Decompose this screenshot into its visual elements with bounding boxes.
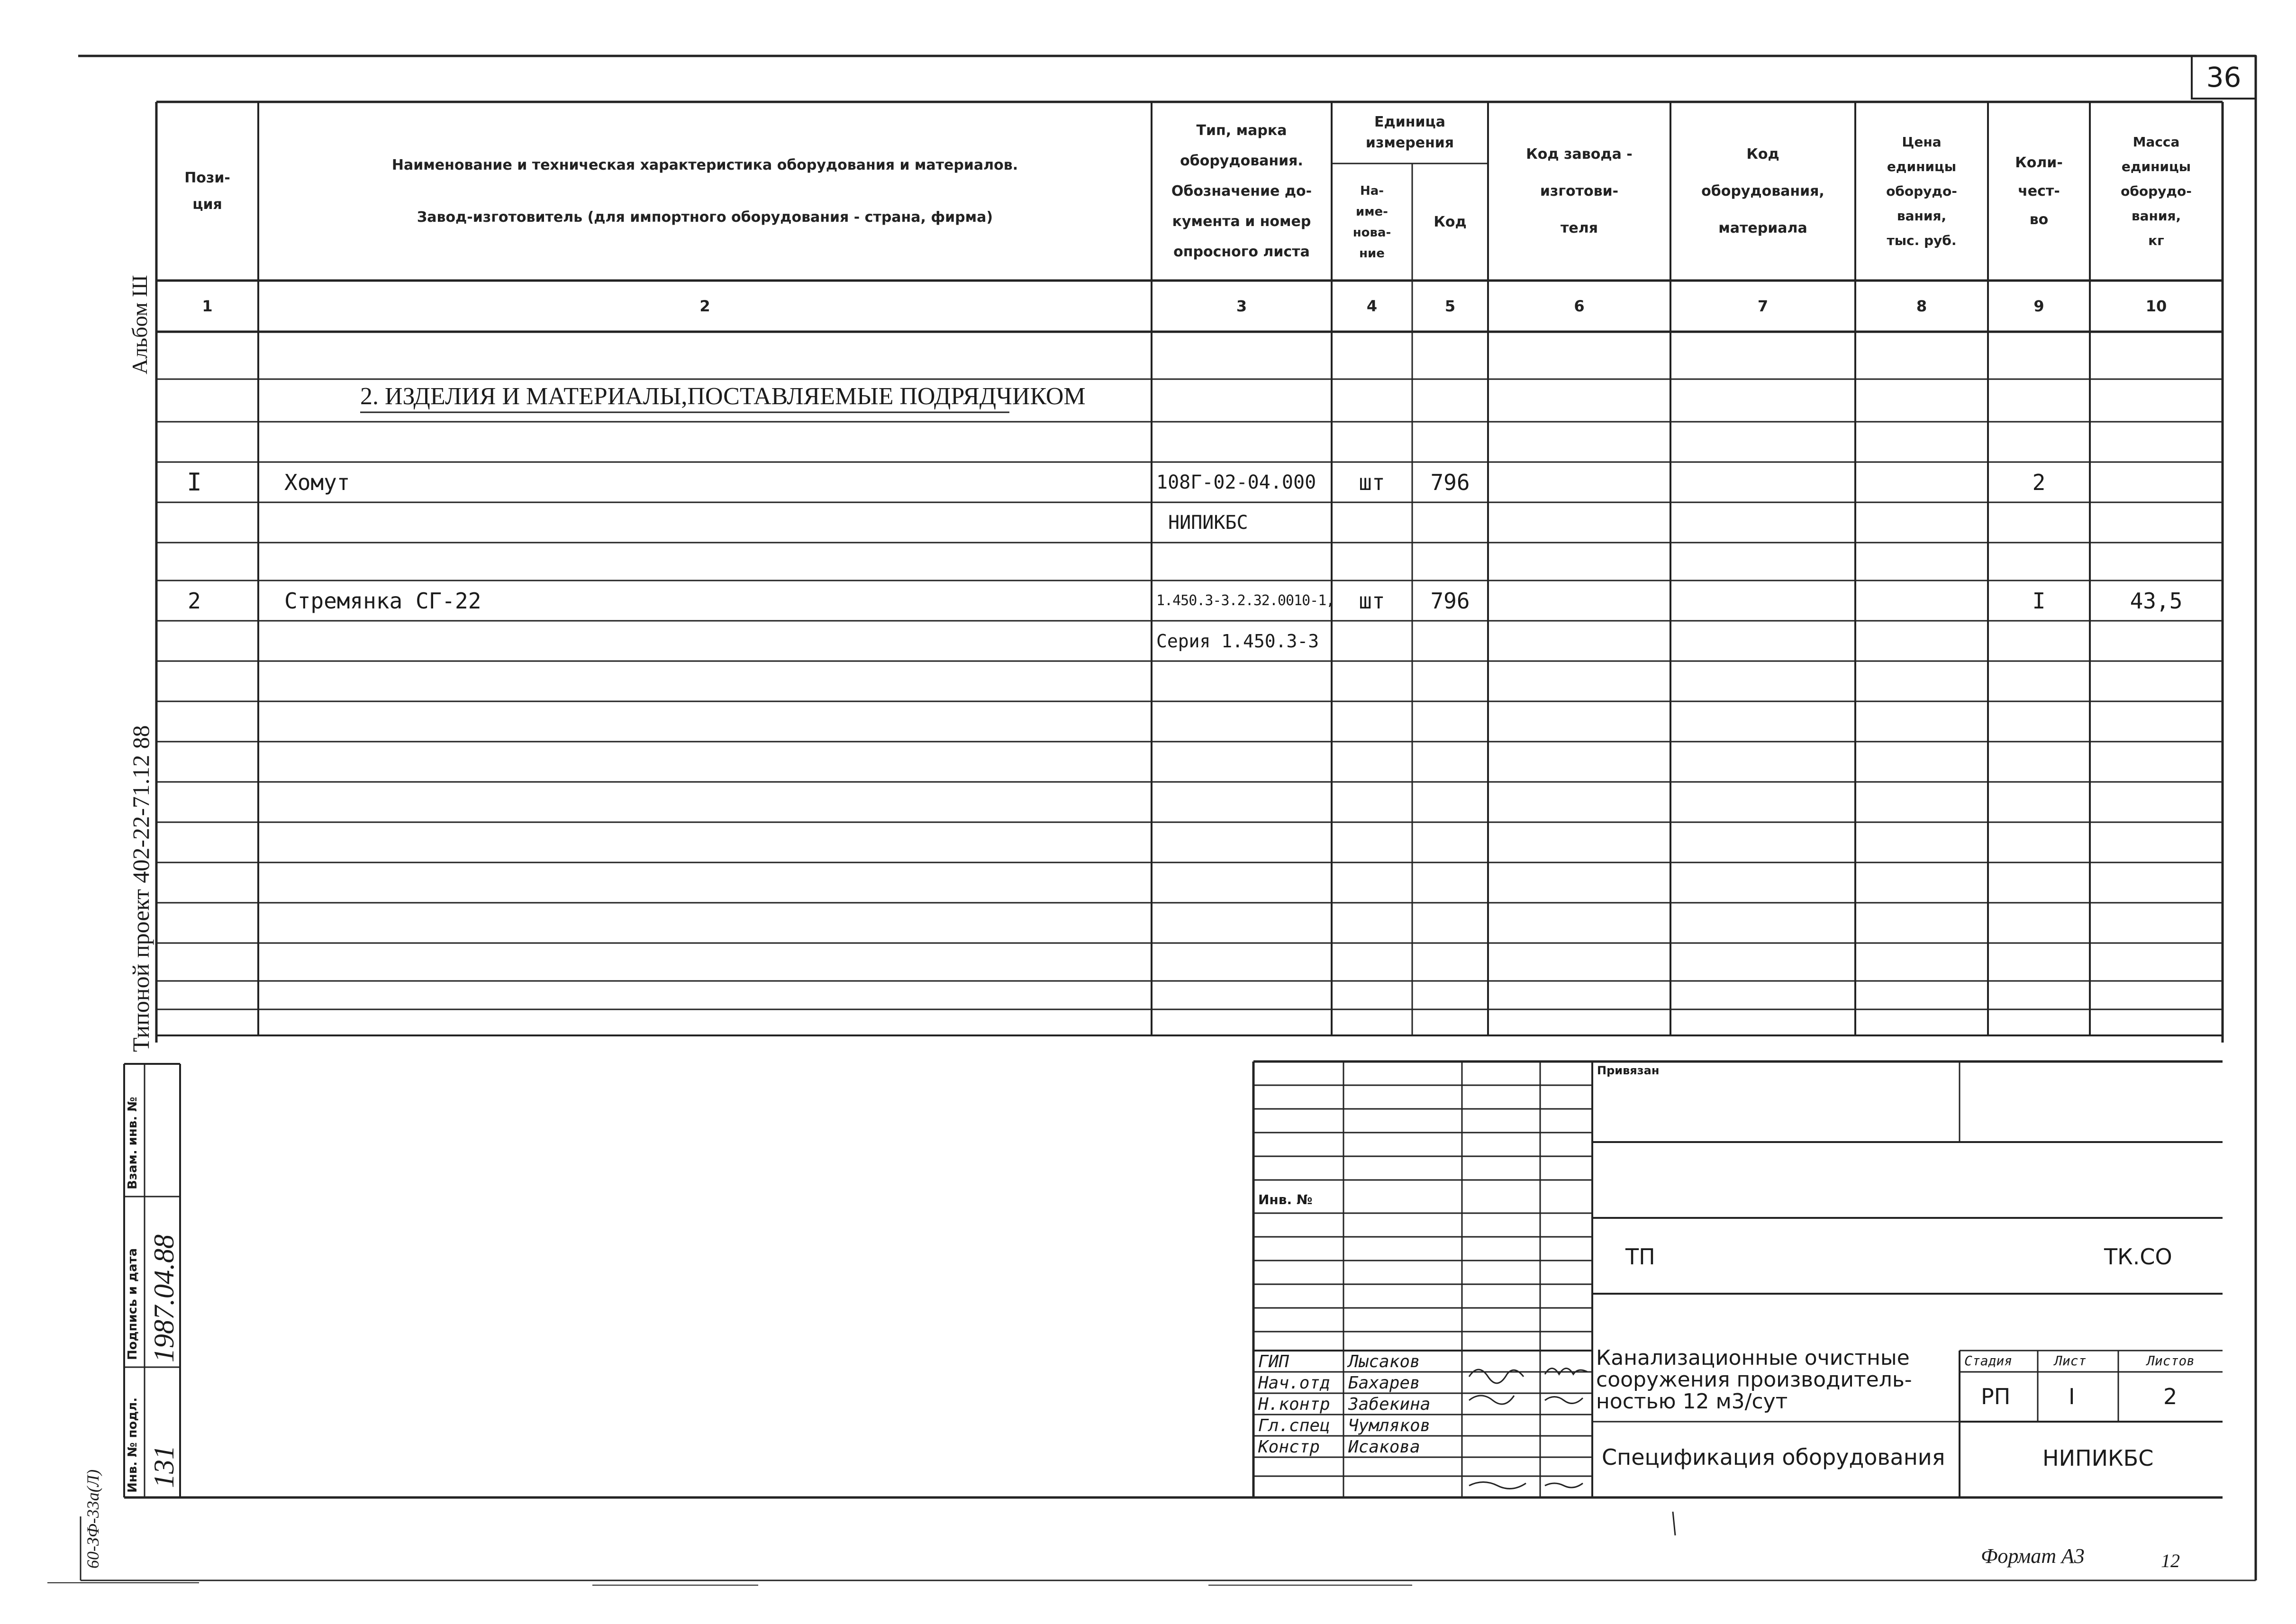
row1-code: 796 [1430, 469, 1470, 495]
colnum-1: 1 [202, 297, 213, 315]
colnum-6: 6 [1574, 297, 1585, 315]
podpis-label: Подпись и дата [126, 1248, 140, 1360]
sheet-value: I [2069, 1384, 2075, 1409]
header-name-line2: Завод-изготовитель (для импортного оборудования - страна, фирма) [417, 209, 993, 226]
inv-no-label: Инв. № [1258, 1192, 1313, 1207]
header-type: Тип, марка оборудования. Обозначение до- кумента и номер опросного листа [1171, 122, 1312, 260]
header-unit-code: Код [1434, 213, 1467, 230]
colnum-4: 4 [1366, 297, 1378, 315]
name-gl-spec: Чумляков [1348, 1416, 1431, 1435]
role-gl-spec: Гл.спец [1258, 1416, 1330, 1435]
page-corner: 12 [2161, 1550, 2180, 1571]
header-price: Цена единицы оборудо- вания, тыс. руб. [1886, 134, 1957, 248]
stage-value: РП [1981, 1384, 2011, 1409]
colnum-2: 2 [699, 297, 710, 315]
sheets-label: Листов [2147, 1353, 2195, 1369]
row2-code: 796 [1430, 588, 1470, 614]
name-konstr: Исакова [1348, 1437, 1420, 1457]
colnum-9: 9 [2033, 297, 2044, 315]
header-unit-name: На- име- нова- ние [1352, 183, 1391, 261]
organization: НИПИКБС [2042, 1445, 2154, 1471]
row2-type: 1.450.3-3.2.32.0010-1, [1156, 592, 1334, 609]
format-note: Формат А3 [1981, 1544, 2085, 1568]
row1-position: I [187, 468, 202, 497]
sheet-label: Лист [2054, 1353, 2087, 1369]
header-position: Пози- ция [184, 169, 230, 213]
project-label: Типоной проект 402-22-71.12 88 [127, 725, 154, 1052]
name-nach-otd: Бахарев [1348, 1373, 1420, 1393]
header-unit: Единица измерения [1365, 114, 1454, 151]
section-title: 2. ИЗДЕЛИЯ И МАТЕРИАЛЫ,ПОСТАВЛЯЕМЫЕ ПОДРЯДЧИКОМ [360, 382, 1086, 410]
name-gip: Лысаков [1348, 1352, 1420, 1371]
row1-quantity: 2 [2032, 469, 2046, 495]
sheets-value: 2 [2163, 1384, 2178, 1409]
role-nach-otd: Нач.отд [1258, 1373, 1330, 1393]
row1-name: Хомут [284, 469, 350, 495]
stage-label: Стадия [1964, 1353, 2013, 1369]
code-right: ТК.СО [2104, 1244, 2172, 1270]
code-left: ТП [1625, 1244, 1655, 1270]
row1-type2: НИПИКБС [1168, 511, 1248, 534]
album-label: Альбом Ш [127, 275, 152, 374]
vzam-inv-label: Взам. инв. № [126, 1097, 140, 1189]
row2-quantity: I [2032, 588, 2046, 614]
row2-name: Стремянка СГ-22 [284, 588, 481, 614]
row1-type: 108Г-02-04.000 [1156, 471, 1316, 493]
role-gip: ГИП [1258, 1352, 1289, 1371]
header-maker-code: Код завода - изготови- теля [1526, 145, 1633, 236]
stamp-code: 60-ЗФ-33а(Л) [83, 1469, 102, 1569]
row2-unit: шт [1359, 588, 1385, 614]
project-description: Канализационные очистные сооружения производитель- ностью 12 м3/сут [1596, 1346, 1912, 1414]
sheet-number: 36 [2206, 61, 2242, 93]
colnum-7: 7 [1757, 297, 1769, 315]
header-name-line1: Наименование и техническая характеристика оборудования и материалов. [391, 156, 1018, 173]
row1-mass [2090, 462, 2223, 502]
colnum-8: 8 [1916, 297, 1927, 315]
role-konstr: Констр [1258, 1437, 1320, 1457]
colnum-10: 10 [2145, 297, 2167, 315]
inv-podl-label: Инв. № подл. [126, 1397, 140, 1493]
signatures [1469, 1369, 1588, 1489]
inv-value: 131 [148, 1445, 180, 1488]
header-name [258, 102, 1152, 281]
row2-type2: Серия 1.450.3-3 [1156, 630, 1319, 652]
podpis-value: 1987.04.88 [148, 1234, 180, 1362]
document-title: Спецификация оборудования [1602, 1444, 1945, 1470]
header-mass: Масса единицы оборудо- вания, кг [2121, 134, 2192, 248]
role-n-kontr: Н.контр [1258, 1395, 1330, 1414]
name-n-kontr: Забекина [1348, 1395, 1431, 1414]
row2-position: 2 [188, 588, 201, 614]
header-quantity: Коли- чест- во [2015, 154, 2063, 228]
row1-unit: шт [1359, 469, 1385, 495]
colnum-5: 5 [1444, 297, 1456, 315]
header-equipment-code: Код оборудования, материала [1701, 145, 1824, 236]
colnum-3: 3 [1236, 297, 1247, 315]
privyazan-label: Привязан [1597, 1064, 1660, 1077]
row2-mass: 43,5 [2130, 588, 2183, 614]
